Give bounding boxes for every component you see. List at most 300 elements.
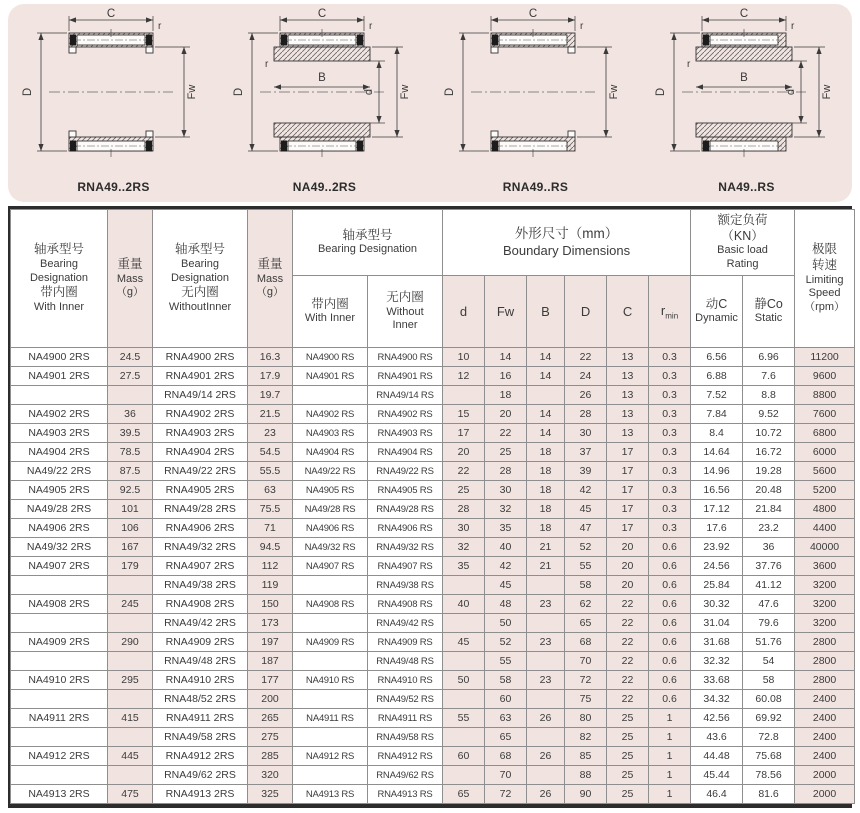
cell-without-inner-2rs: RNA4905 2RS <box>153 481 248 500</box>
cell-with-inner-rs <box>293 652 368 671</box>
cell-d: 15 <box>443 405 485 424</box>
cell-mass-2rs-no-inner: 75.5 <box>248 500 293 519</box>
cell-dynamic-c: 8.4 <box>691 424 743 443</box>
cell-limiting-speed: 8800 <box>795 386 855 405</box>
bearing-diagram-rna49-2rs <box>11 7 217 199</box>
cell-static-co: 37.76 <box>743 557 795 576</box>
cell-without-inner-2rs: RNA4903 2RS <box>153 424 248 443</box>
cell-d-outer: 30 <box>565 424 607 443</box>
cell-mass-2rs-no-inner: 187 <box>248 652 293 671</box>
cell-c: 22 <box>607 652 649 671</box>
cell-with-inner-rs: NA49/32 RS <box>293 538 368 557</box>
cell-fw: 70 <box>485 766 527 785</box>
cell-mass-2rs-inner: 179 <box>108 557 153 576</box>
cell-mass-2rs-inner: 39.5 <box>108 424 153 443</box>
cell-b: 14 <box>527 367 565 386</box>
cell-d-outer: 26 <box>565 386 607 405</box>
cell-with-inner-2rs: NA4906 2RS <box>11 519 108 538</box>
cell-without-inner-rs: RNA4903 RS <box>368 424 443 443</box>
cell-d <box>443 690 485 709</box>
table-row <box>11 424 855 443</box>
svg-text:r: r <box>368 21 372 32</box>
cell-mass-2rs-inner: 167 <box>108 538 153 557</box>
table-row <box>11 443 855 462</box>
cell-mass-2rs-no-inner: 71 <box>248 519 293 538</box>
cell-mass-2rs-no-inner: 17.9 <box>248 367 293 386</box>
cell-without-inner-2rs: RNA4911 2RS <box>153 709 248 728</box>
diagram-panel <box>8 4 852 202</box>
cell-b: 26 <box>527 709 565 728</box>
cell-static-co: 81.6 <box>743 785 795 804</box>
svg-text:d: d <box>784 88 797 96</box>
cell-static-co: 21.84 <box>743 500 795 519</box>
cell-c: 20 <box>607 576 649 595</box>
cell-with-inner-2rs: NA4913 2RS <box>11 785 108 804</box>
cell-rmin: 0.3 <box>649 462 691 481</box>
cell-fw: 60 <box>485 690 527 709</box>
cell-mass-2rs-no-inner: 94.5 <box>248 538 293 557</box>
diagram-label: RNA49..2RS <box>77 180 150 194</box>
cell-static-co: 79.6 <box>743 614 795 633</box>
table-row <box>11 671 855 690</box>
cell-b <box>527 614 565 633</box>
table-row <box>11 652 855 671</box>
cell-fw: 16 <box>485 367 527 386</box>
cell-fw: 40 <box>485 538 527 557</box>
table-row <box>11 576 855 595</box>
cell-with-inner-rs: NA4906 RS <box>293 519 368 538</box>
cell-dynamic-c: 16.56 <box>691 481 743 500</box>
cell-mass-2rs-inner <box>108 652 153 671</box>
cell-c: 22 <box>607 671 649 690</box>
cell-d: 22 <box>443 462 485 481</box>
cell-static-co: 58 <box>743 671 795 690</box>
cell-with-inner-rs: NA4904 RS <box>293 443 368 462</box>
cell-without-inner-2rs: RNA49/22 2RS <box>153 462 248 481</box>
cell-mass-2rs-inner: 24.5 <box>108 348 153 367</box>
cell-with-inner-2rs: NA4912 2RS <box>11 747 108 766</box>
cell-without-inner-rs: RNA49/38 RS <box>368 576 443 595</box>
svg-text:r: r <box>790 21 794 32</box>
cell-with-inner-2rs: NA4911 2RS <box>11 709 108 728</box>
cell-fw: 50 <box>485 614 527 633</box>
cell-with-inner-2rs: NA4908 2RS <box>11 595 108 614</box>
bearing-diagram-na49-rs <box>644 7 850 199</box>
table-row <box>11 614 855 633</box>
cell-without-inner-rs: RNA4909 RS <box>368 633 443 652</box>
cell-d-outer: 65 <box>565 614 607 633</box>
cell-with-inner-rs <box>293 576 368 595</box>
cell-rmin: 0.3 <box>649 386 691 405</box>
cell-b: 26 <box>527 747 565 766</box>
cell-without-inner-rs: RNA49/32 RS <box>368 538 443 557</box>
cell-limiting-speed: 2400 <box>795 747 855 766</box>
bearing-cross-section <box>11 7 217 179</box>
cell-without-inner-2rs: RNA4909 2RS <box>153 633 248 652</box>
bearing-diagram-rna49-rs <box>433 7 639 199</box>
cell-static-co: 36 <box>743 538 795 557</box>
cell-with-inner-rs <box>293 614 368 633</box>
cell-d: 17 <box>443 424 485 443</box>
cell-mass-2rs-no-inner: 119 <box>248 576 293 595</box>
cell-rmin: 0.3 <box>649 348 691 367</box>
cell-fw: 18 <box>485 386 527 405</box>
cell-static-co: 9.52 <box>743 405 795 424</box>
cell-without-inner-rs: RNA4902 RS <box>368 405 443 424</box>
cell-static-co: 20.48 <box>743 481 795 500</box>
cell-without-inner-2rs: RNA49/48 2RS <box>153 652 248 671</box>
cell-limiting-speed: 6000 <box>795 443 855 462</box>
cell-mass-2rs-no-inner: 177 <box>248 671 293 690</box>
table-row <box>11 785 855 804</box>
cell-c: 25 <box>607 728 649 747</box>
cell-c: 17 <box>607 481 649 500</box>
cell-mass-2rs-no-inner: 19.7 <box>248 386 293 405</box>
cell-rmin: 1 <box>649 728 691 747</box>
cell-c: 20 <box>607 557 649 576</box>
table-row <box>11 462 855 481</box>
cell-d <box>443 652 485 671</box>
header-limiting-speed: 极限 转速 Limiting Speed （rpm） <box>795 210 855 348</box>
table-row <box>11 595 855 614</box>
bearing-cross-section <box>222 7 428 179</box>
cell-limiting-speed: 3200 <box>795 576 855 595</box>
cell-rmin: 0.3 <box>649 405 691 424</box>
cell-mass-2rs-no-inner: 197 <box>248 633 293 652</box>
cell-with-inner-rs: NA4913 RS <box>293 785 368 804</box>
cell-limiting-speed: 3600 <box>795 557 855 576</box>
svg-text:D: D <box>232 87 245 97</box>
cell-mass-2rs-no-inner: 16.3 <box>248 348 293 367</box>
cell-dynamic-c: 42.56 <box>691 709 743 728</box>
cell-dynamic-c: 34.32 <box>691 690 743 709</box>
cell-static-co: 41.12 <box>743 576 795 595</box>
cell-b: 21 <box>527 557 565 576</box>
header-col-dynamic: 动C Dynamic <box>691 276 743 348</box>
cell-without-inner-rs: RNA4910 RS <box>368 671 443 690</box>
cell-b <box>527 386 565 405</box>
cell-with-inner-2rs: NA49/28 2RS <box>11 500 108 519</box>
cell-dynamic-c: 25.84 <box>691 576 743 595</box>
header-col-static: 静Co Static <box>743 276 795 348</box>
cell-rmin: 1 <box>649 709 691 728</box>
header-mass-2: 重量 Mass （g） <box>248 210 293 348</box>
cell-d-outer: 90 <box>565 785 607 804</box>
bearing-spec-table <box>8 206 852 808</box>
cell-dynamic-c: 33.68 <box>691 671 743 690</box>
cell-mass-2rs-inner: 92.5 <box>108 481 153 500</box>
cell-mass-2rs-inner: 87.5 <box>108 462 153 481</box>
header-boundary-dimensions-group: 外形尺寸（mm） Boundary Dimensions <box>443 210 691 276</box>
cell-rmin: 0.3 <box>649 519 691 538</box>
cell-with-inner-2rs: NA4905 2RS <box>11 481 108 500</box>
cell-mass-2rs-no-inner: 150 <box>248 595 293 614</box>
cell-mass-2rs-inner: 475 <box>108 785 153 804</box>
cell-d: 60 <box>443 747 485 766</box>
cell-d-outer: 47 <box>565 519 607 538</box>
cell-with-inner-2rs <box>11 386 108 405</box>
cell-d-outer: 82 <box>565 728 607 747</box>
cell-mass-2rs-inner: 415 <box>108 709 153 728</box>
diagram-label: RNA49..RS <box>502 180 569 194</box>
header-with-inner-2rs: 轴承型号 Bearing Designation 带内圈 With Inner <box>11 210 108 348</box>
diagram-label: NA49..2RS <box>292 180 357 194</box>
cell-c: 17 <box>607 462 649 481</box>
table-body <box>11 348 855 804</box>
header-col-d-outer: D <box>565 276 607 348</box>
cell-without-inner-rs: RNA49/52 RS <box>368 690 443 709</box>
cell-dynamic-c: 30.32 <box>691 595 743 614</box>
cell-d <box>443 766 485 785</box>
cell-without-inner-rs: RNA4908 RS <box>368 595 443 614</box>
cell-with-inner-rs: NA4910 RS <box>293 671 368 690</box>
cell-without-inner-2rs: RNA4904 2RS <box>153 443 248 462</box>
cell-without-inner-2rs: RNA49/28 2RS <box>153 500 248 519</box>
cell-d: 12 <box>443 367 485 386</box>
cell-b <box>527 728 565 747</box>
cell-b: 18 <box>527 481 565 500</box>
cell-with-inner-2rs <box>11 576 108 595</box>
cell-with-inner-2rs: NA4909 2RS <box>11 633 108 652</box>
cell-with-inner-rs <box>293 386 368 405</box>
cell-c: 25 <box>607 747 649 766</box>
cell-with-inner-2rs: NA49/22 2RS <box>11 462 108 481</box>
cell-without-inner-rs: RNA4912 RS <box>368 747 443 766</box>
header-bearing-designation-group: 轴承型号 Bearing Designation <box>293 210 443 276</box>
cell-b: 18 <box>527 500 565 519</box>
cell-limiting-speed: 2800 <box>795 633 855 652</box>
cell-static-co: 47.6 <box>743 595 795 614</box>
cell-dynamic-c: 32.32 <box>691 652 743 671</box>
svg-text:Fw: Fw <box>398 84 411 100</box>
cell-without-inner-2rs: RNA49/42 2RS <box>153 614 248 633</box>
header-without-inner-2rs: 轴承型号 Bearing Designation 无内圈 WithoutInner <box>153 210 248 348</box>
svg-text:D: D <box>21 87 34 97</box>
cell-b: 14 <box>527 348 565 367</box>
cell-b <box>527 576 565 595</box>
cell-fw: 28 <box>485 462 527 481</box>
cell-dynamic-c: 17.6 <box>691 519 743 538</box>
cell-rmin: 1 <box>649 766 691 785</box>
cell-d: 50 <box>443 671 485 690</box>
cell-d-outer: 72 <box>565 671 607 690</box>
cell-d-outer: 80 <box>565 709 607 728</box>
cell-mass-2rs-no-inner: 275 <box>248 728 293 747</box>
cell-c: 22 <box>607 690 649 709</box>
cell-without-inner-2rs: RNA48/52 2RS <box>153 690 248 709</box>
cell-b: 18 <box>527 519 565 538</box>
cell-mass-2rs-inner <box>108 690 153 709</box>
svg-text:r: r <box>157 21 161 32</box>
cell-rmin: 0.6 <box>649 690 691 709</box>
header-without-inner-rs: 无内圈 Without Inner <box>368 276 443 348</box>
cell-without-inner-rs: RNA49/22 RS <box>368 462 443 481</box>
cell-without-inner-2rs: RNA4901 2RS <box>153 367 248 386</box>
cell-d-outer: 70 <box>565 652 607 671</box>
cell-d-outer: 24 <box>565 367 607 386</box>
cell-static-co: 23.2 <box>743 519 795 538</box>
cell-c: 22 <box>607 595 649 614</box>
cell-limiting-speed: 2000 <box>795 785 855 804</box>
cell-rmin: 0.3 <box>649 367 691 386</box>
cell-with-inner-rs: NA4901 RS <box>293 367 368 386</box>
cell-rmin: 0.3 <box>649 443 691 462</box>
cell-limiting-speed: 2400 <box>795 690 855 709</box>
cell-limiting-speed: 4400 <box>795 519 855 538</box>
svg-text:Fw: Fw <box>820 84 833 100</box>
cell-with-inner-rs: NA4909 RS <box>293 633 368 652</box>
cell-fw: 65 <box>485 728 527 747</box>
cell-c: 13 <box>607 386 649 405</box>
cell-b: 26 <box>527 785 565 804</box>
cell-c: 13 <box>607 367 649 386</box>
cell-static-co: 51.76 <box>743 633 795 652</box>
table-row <box>11 367 855 386</box>
cell-with-inner-rs: NA4905 RS <box>293 481 368 500</box>
cell-fw: 55 <box>485 652 527 671</box>
cell-fw: 48 <box>485 595 527 614</box>
cell-d-outer: 85 <box>565 747 607 766</box>
cell-c: 25 <box>607 709 649 728</box>
svg-text:B: B <box>739 72 748 84</box>
cell-limiting-speed: 7600 <box>795 405 855 424</box>
cell-c: 22 <box>607 633 649 652</box>
svg-text:r: r <box>579 21 583 32</box>
cell-mass-2rs-no-inner: 325 <box>248 785 293 804</box>
cell-mass-2rs-no-inner: 265 <box>248 709 293 728</box>
cell-mass-2rs-no-inner: 63 <box>248 481 293 500</box>
svg-text:C: C <box>739 8 748 20</box>
cell-static-co: 54 <box>743 652 795 671</box>
cell-rmin: 0.6 <box>649 595 691 614</box>
cell-without-inner-2rs: RNA4913 2RS <box>153 785 248 804</box>
cell-b: 21 <box>527 538 565 557</box>
cell-with-inner-rs: NA49/22 RS <box>293 462 368 481</box>
cell-static-co: 69.92 <box>743 709 795 728</box>
cell-fw: 68 <box>485 747 527 766</box>
cell-mass-2rs-no-inner: 200 <box>248 690 293 709</box>
cell-without-inner-rs: RNA4900 RS <box>368 348 443 367</box>
cell-c: 17 <box>607 500 649 519</box>
cell-without-inner-rs: RNA4913 RS <box>368 785 443 804</box>
cell-mass-2rs-no-inner: 54.5 <box>248 443 293 462</box>
cell-static-co: 16.72 <box>743 443 795 462</box>
cell-mass-2rs-inner <box>108 614 153 633</box>
cell-mass-2rs-inner: 445 <box>108 747 153 766</box>
cell-rmin: 0.6 <box>649 671 691 690</box>
cell-rmin: 0.6 <box>649 557 691 576</box>
cell-c: 25 <box>607 785 649 804</box>
bearing-cross-section <box>433 7 639 179</box>
cell-with-inner-rs <box>293 728 368 747</box>
cell-d <box>443 614 485 633</box>
cell-d-outer: 22 <box>565 348 607 367</box>
cell-fw: 42 <box>485 557 527 576</box>
cell-d: 65 <box>443 785 485 804</box>
cell-mass-2rs-inner: 295 <box>108 671 153 690</box>
cell-b: 14 <box>527 424 565 443</box>
cell-dynamic-c: 45.44 <box>691 766 743 785</box>
cell-fw: 14 <box>485 348 527 367</box>
cell-rmin: 0.6 <box>649 633 691 652</box>
cell-d: 35 <box>443 557 485 576</box>
cell-mass-2rs-no-inner: 285 <box>248 747 293 766</box>
cell-rmin: 0.6 <box>649 538 691 557</box>
cell-d-outer: 62 <box>565 595 607 614</box>
cell-dynamic-c: 14.96 <box>691 462 743 481</box>
cell-d <box>443 576 485 595</box>
cell-without-inner-rs: RNA4905 RS <box>368 481 443 500</box>
cell-static-co: 72.8 <box>743 728 795 747</box>
cell-dynamic-c: 14.64 <box>691 443 743 462</box>
cell-without-inner-rs: RNA49/48 RS <box>368 652 443 671</box>
cell-without-inner-2rs: RNA4910 2RS <box>153 671 248 690</box>
cell-d-outer: 88 <box>565 766 607 785</box>
cell-d: 10 <box>443 348 485 367</box>
cell-d-outer: 45 <box>565 500 607 519</box>
table-row <box>11 405 855 424</box>
cell-d: 32 <box>443 538 485 557</box>
cell-d-outer: 68 <box>565 633 607 652</box>
cell-c: 13 <box>607 348 649 367</box>
cell-without-inner-rs: RNA4904 RS <box>368 443 443 462</box>
cell-d: 55 <box>443 709 485 728</box>
cell-c: 22 <box>607 614 649 633</box>
cell-limiting-speed: 3200 <box>795 595 855 614</box>
cell-static-co: 6.96 <box>743 348 795 367</box>
cell-b: 14 <box>527 405 565 424</box>
cell-with-inner-2rs: NA49/32 2RS <box>11 538 108 557</box>
cell-dynamic-c: 31.04 <box>691 614 743 633</box>
cell-limiting-speed: 6800 <box>795 424 855 443</box>
table-row <box>11 500 855 519</box>
cell-limiting-speed: 2400 <box>795 709 855 728</box>
cell-rmin: 0.6 <box>649 576 691 595</box>
table-row <box>11 348 855 367</box>
cell-limiting-speed: 5600 <box>795 462 855 481</box>
cell-fw: 35 <box>485 519 527 538</box>
table-row <box>11 766 855 785</box>
cell-dynamic-c: 7.52 <box>691 386 743 405</box>
cell-without-inner-2rs: RNA49/14 2RS <box>153 386 248 405</box>
cell-dynamic-c: 6.88 <box>691 367 743 386</box>
cell-rmin: 0.3 <box>649 424 691 443</box>
cell-d: 25 <box>443 481 485 500</box>
svg-text:C: C <box>317 8 326 20</box>
cell-d-outer: 42 <box>565 481 607 500</box>
cell-c: 13 <box>607 405 649 424</box>
cell-mass-2rs-inner: 290 <box>108 633 153 652</box>
cell-d: 40 <box>443 595 485 614</box>
cell-mass-2rs-inner <box>108 728 153 747</box>
cell-d: 45 <box>443 633 485 652</box>
cell-limiting-speed: 5200 <box>795 481 855 500</box>
svg-text:C: C <box>528 8 537 20</box>
cell-with-inner-rs: NA4907 RS <box>293 557 368 576</box>
cell-without-inner-2rs: RNA4900 2RS <box>153 348 248 367</box>
cell-static-co: 8.8 <box>743 386 795 405</box>
cell-mass-2rs-inner: 27.5 <box>108 367 153 386</box>
cell-c: 13 <box>607 424 649 443</box>
cell-fw: 52 <box>485 633 527 652</box>
cell-mass-2rs-inner: 106 <box>108 519 153 538</box>
cell-fw: 72 <box>485 785 527 804</box>
cell-static-co: 75.68 <box>743 747 795 766</box>
cell-b <box>527 766 565 785</box>
svg-text:d: d <box>362 88 375 96</box>
cell-limiting-speed: 2400 <box>795 728 855 747</box>
bearing-cross-section <box>433 7 639 179</box>
